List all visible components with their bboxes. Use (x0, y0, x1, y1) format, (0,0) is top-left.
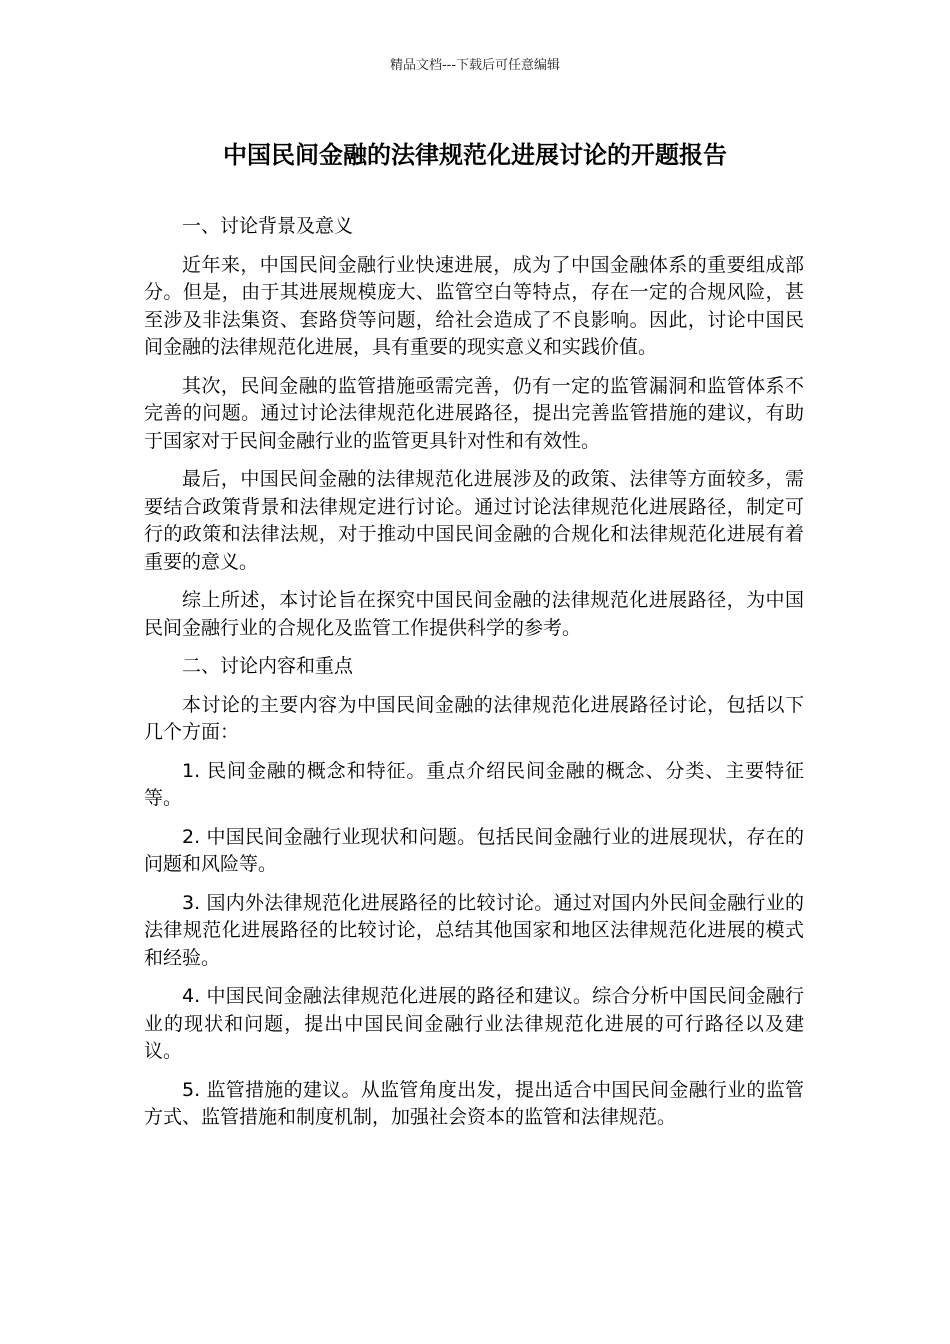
section-heading-background: 一、讨论背景及意义 (182, 215, 354, 237)
list-item: 3. 国内外法律规范化进展路径的比较讨论。通过对国内外民间金融行业的法律规范化进展路径的比较讨论，总结其他国家和地区法律规范化进展的模式和经验。 (144, 891, 804, 969)
list-item: 4. 中国民间金融法律规范化进展的路径和建议。综合分析中国民间金融行业的现状和问题，提出中国民间金融行业法律规范化进展的可行路径以及建议。 (144, 985, 804, 1062)
paragraph: 本讨论的主要内容为中国民间金融的法律规范化进展路径讨论，包括以下几个方面： (144, 693, 804, 743)
document-body (144, 213, 804, 1143)
list-item: 2. 中国民间金融行业现状和问题。包括民间金融行业的进展现状，存在的问题和风险等。 (144, 825, 804, 875)
document-title: 中国民间金融的法律规范化进展讨论的开题报告 (223, 141, 727, 169)
paragraph: 综上所述，本讨论旨在探究中国民间金融的法律规范化进展路径，为中国民间金融行业的合规化及监管工作提供科学的参考。 (144, 589, 804, 639)
paragraph: 近年来，中国民间金融行业快速进展，成为了中国金融体系的重要组成部分。但是，由于其进展规模庞大、监管空白等特点，存在一定的合规风险，甚至涉及非法集资、套路贷等问题，给社会造成了不良影响。因此，讨论中国民间金融的法律规范化进展，具有重要的现实意义和实践价值。 (144, 253, 804, 358)
paragraph: 最后，中国民间金融的法律规范化进展涉及的政策、法律等方面较多，需要结合政策背景和法律规定进行讨论。通过讨论法律规范化进展路径，制定可行的政策和法律法规，对于推动中国民间金融的合规化和法律规范化进展有着重要的意义。 (144, 468, 804, 573)
list-item: 5. 监管措施的建议。从监管角度出发，提出适合中国民间金融行业的监管方式、监管措施和制度机制，加强社会资本的监管和法律规范。 (144, 1078, 804, 1128)
section-heading-content: 二、讨论内容和重点 (182, 655, 354, 677)
paragraph: 其次，民间金融的监管措施亟需完善，仍有一定的监管漏洞和监管体系不完善的问题。通过讨论法律规范化进展路径，提出完善监管措施的建议，有助于国家对于民间金融行业的监管更具针对性和有效性。 (144, 374, 804, 452)
list-item: 1. 民间金融的概念和特征。重点介绍民间金融的概念、分类、主要特征等。 (144, 759, 804, 809)
page-header: 精品文档---下载后可任意编辑 (389, 58, 561, 73)
